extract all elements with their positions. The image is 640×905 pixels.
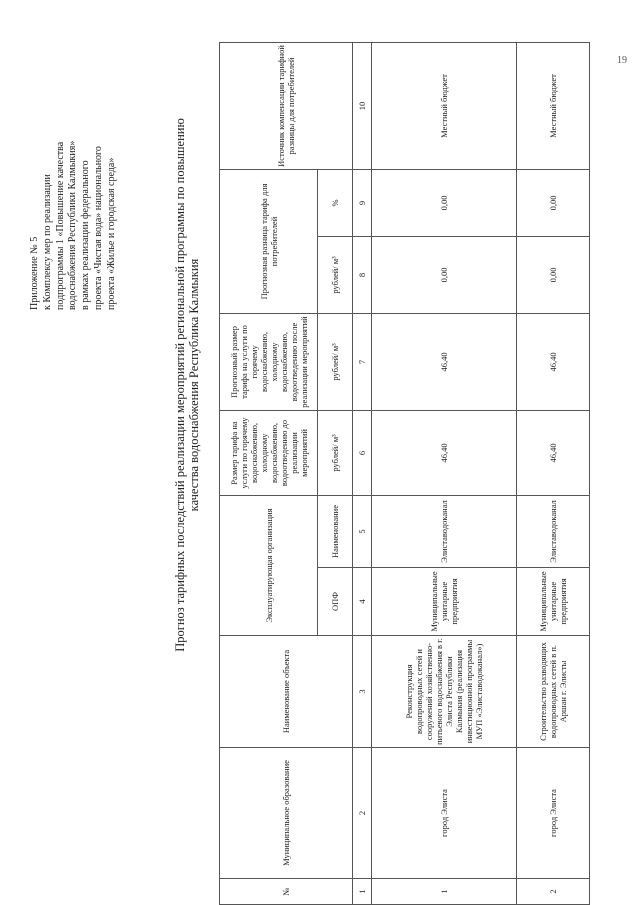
header-operator: Эксплуатирующая организация [220,495,318,635]
row-num: 2 [517,879,590,905]
header-source: Источник компенсации тарифной разницы для потребителей [220,42,353,169]
row-source: Местный бюджет [517,42,590,169]
tariff-table [219,42,590,905]
table-row [517,42,590,904]
appendix-line: водоснабжения Республики Калмыкия» [67,140,79,310]
header-tariff-before: Размер тарифа на услуги по горячему водоснабжению, холодному водоснабжению, водоотведению до реализации мероприятий [220,410,318,495]
column-number: 5 [353,495,372,567]
title-line-2: качества водоснабжения Республика Калмыкия [187,258,201,512]
row-tariff-before: 46,40 [517,410,590,495]
row-municipality: город Элиста [372,748,517,879]
appendix-line: к Комплексу мер по реализации [41,174,53,310]
row-percent: 0,00 [517,169,590,236]
header-tariff-after: Прогнозный размер тарифа на услуги по горячему водоснабжению, холодному водоснабжению, водоотведению после реализации мероприятий [220,313,318,410]
row-tariff-after: 46,40 [517,313,590,410]
column-number: 9 [353,169,372,236]
table-row [372,42,517,904]
document-title [173,35,201,735]
title-line-1: Прогноз тарифных последствий реализации мероприятий региональной программы по повышению [173,118,187,652]
header-object-name: Наименование объекта [220,636,353,748]
row-object-name: Реконструкция водопроводных сетей и сооружений хозяйственно-питьевого водоснабжения в г. Элиста Республики Калмыкия (реализация инвестиционной программы МУП «Элиставодоканал») [372,636,517,748]
header-municipality: Муниципальное образование [220,748,353,879]
row-tariff-after: 46,40 [372,313,517,410]
header-row [220,42,318,904]
appendix-line: проекта «Чистая вода» национального [92,146,104,310]
column-number: 7 [353,313,372,410]
row-object-name: Строительство разводящих водопроводных сетей в п. Аршан г. Элисты [517,636,590,748]
header-num: № [220,879,353,905]
row-org-name: Элиставодоканал [372,495,517,567]
row-municipality: город Элиста [517,748,590,879]
appendix-line: подпрограммы 1 «Повышение качества [54,141,66,310]
column-number: 8 [353,236,372,313]
row-source: Местный бюджет [372,42,517,169]
appendix-line: Приложение № 5 [29,236,40,310]
row-opf: Муниципальные унитарные предприятия [517,568,590,636]
row-org-name: Элиставодоканал [517,495,590,567]
appendix-line: в рамках реализации федерального [80,160,92,310]
page-number: 19 [617,55,627,66]
column-number-row [353,42,372,904]
column-number: 10 [353,42,372,169]
column-number: 3 [353,636,372,748]
row-percent: 0,00 [372,169,517,236]
appendix-note [29,50,119,310]
row-diff: 0,00 [517,236,590,313]
subheader-unit-after: рублей/ м³ [318,313,353,410]
row-opf: Муниципальные унитарные предприятия [372,568,517,636]
subheader-percent: % [318,169,353,236]
row-tariff-before: 46,40 [372,410,517,495]
subheader-opf: ОПФ [318,568,353,636]
row-diff: 0,00 [372,236,517,313]
appendix-line: проекта «Жилье и городская среда» [105,157,117,310]
header-difference: Прогнозная разница тарифа для потребителей [220,169,318,313]
subheader-name: Наименование [318,495,353,567]
subheader-unit-diff: рублей/ м³ [318,236,353,313]
row-num: 1 [372,879,517,905]
subheader-unit-before: рублей/ м³ [318,410,353,495]
column-number: 6 [353,410,372,495]
column-number: 4 [353,568,372,636]
column-number: 2 [353,748,372,879]
column-number: 1 [353,879,372,905]
